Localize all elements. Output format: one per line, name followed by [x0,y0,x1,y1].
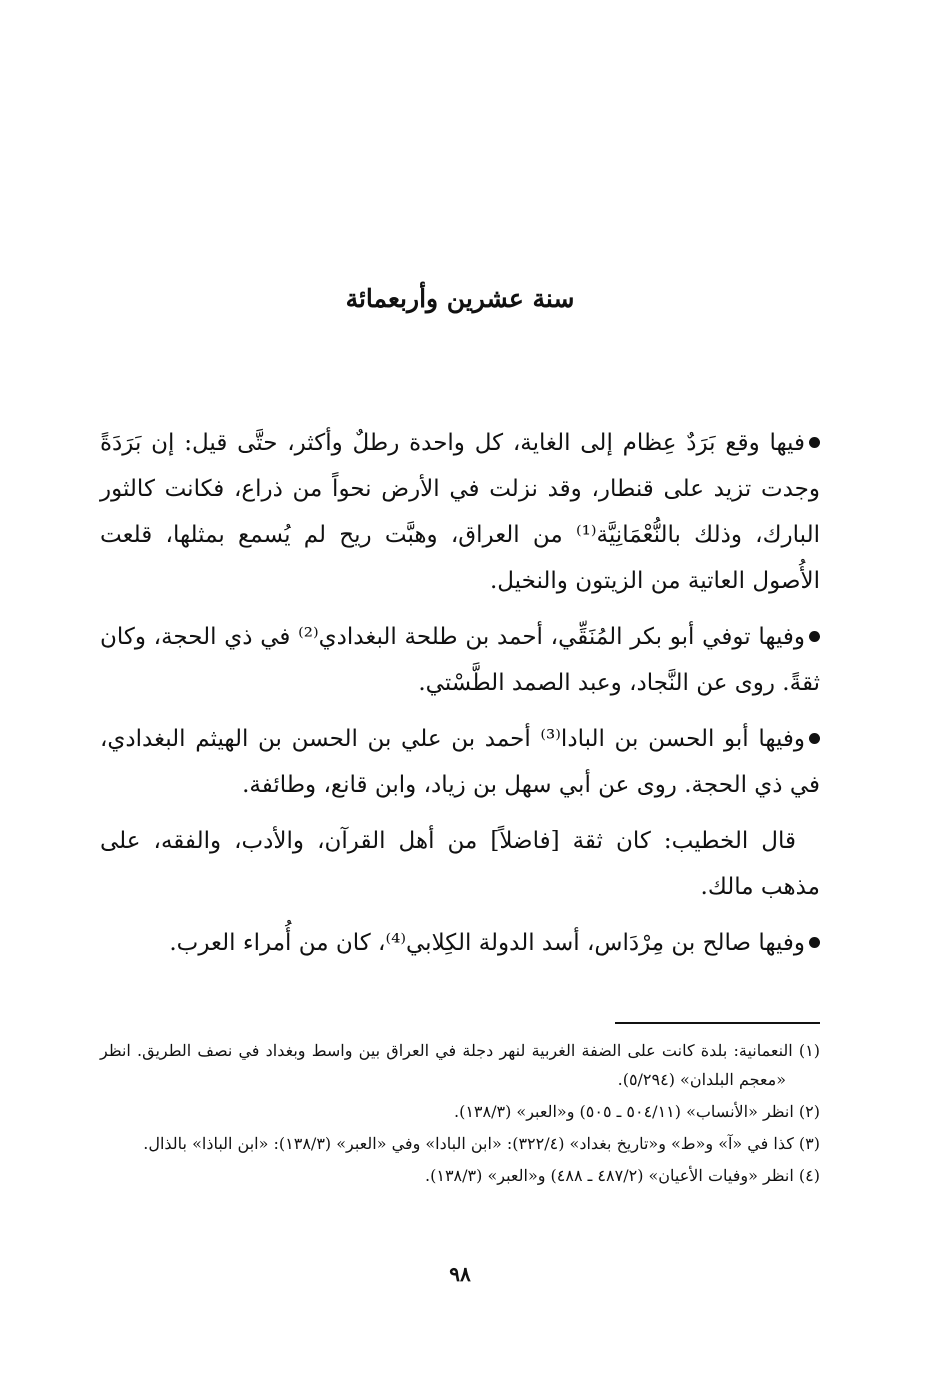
paragraph-3 [100,716,820,808]
page-number: ٩٨ [449,1262,471,1286]
bullet-icon [809,437,820,448]
bullet-icon [809,937,820,948]
paragraph-text: وفيها أبو الحسن بن البادا⁽³⁾ أحمد بن علي بن الحسن بن الهيثم البغدادي، في ذي الحجة. روى عن أبي سهل بن زياد، وابن قانع، وطائفة. [100,726,820,798]
paragraph-1 [100,420,820,604]
paragraph-text: فيها وقع بَرَدٌ عِظام إلى الغاية، كل واحدة رطلٌ وأكثر، حتَّى قيل: إن بَرَدَةً وجدت تزيد على قنطار، وقد نزلت في الأرض نحواً من ذراع، فكانت كالثور البارك، وذلك بالنُّعْمَانِيَّة⁽¹⁾ من العراق، وهبَّت ريح لم يُسمع بمثلها، قلعت الأُصول العاتية من الزيتون والنخيل. [100,430,820,594]
footnote-1: (١) النعمانية: بلدة كانت على الضفة الغربية لنهر دجلة في العراق بين واسط وبغداد في نصف الطريق. انظر «معجم البلدان» (٥/٢٩٤). [100,1041,821,1089]
footnote-3: (٣) كذا في «آ» و«ط» و«تاريخ بغداد» (٣٢٢/٤): «ابن البادا» وفي «العبر» (١٣٨/٣): «ابن الباذا» بالذال. [143,1134,820,1153]
paragraph-text: قال الخطيب: كان ثقة [فاضلاً] من أهل القرآن، والأدب، والفقه، على مذهب مالك. [100,828,820,900]
footnote-2: (٢) انظر «الأنساب» (٥٠٤/١١ ـ ٥٠٥) و«العبر» (١٣٨/٣). [454,1102,820,1121]
paragraph-text: وفيها صالح بن مِرْدَاس، أسد الدولة الكِلابي⁽⁴⁾، كان من أُمراء العرب. [169,930,805,956]
document-page [100,0,820,1385]
main-text [100,420,820,976]
paragraph-text: وفيها توفي أبو بكر المُنَقِّي، أحمد بن طلحة البغدادي⁽²⁾ في ذي الحجة، وكان ثقةً. روى عن النَّجاد، وعبد الصمد الطَّسْتي. [100,624,820,696]
paragraph-4 [100,818,820,910]
footnotes [100,1036,820,1193]
page-title: سنة عشرين وأربعمائة [345,284,575,313]
paragraph-5 [100,920,820,966]
footnote-separator [615,1022,820,1024]
footnote-4: (٤) انظر «وفيات الأعيان» (٤٨٧/٢ ـ ٤٨٨) و«العبر» (١٣٨/٣). [425,1166,820,1185]
paragraph-2 [100,614,820,706]
bullet-icon [809,631,820,642]
bullet-icon [809,733,820,744]
